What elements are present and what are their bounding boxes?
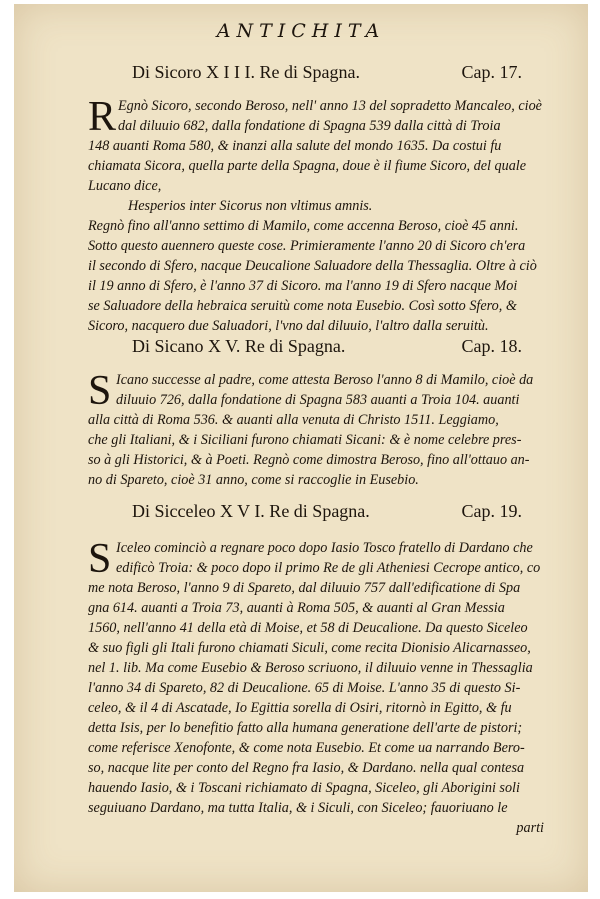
text-line: Regnò fino all'anno settimo di Mamilo, come accenna Beroso, cioè 45 anni. (88, 218, 519, 234)
drop-cap: S (88, 536, 112, 582)
text-line: 1560, nell'anno 41 della età di Moise, et 58 di Deucalione. Da questo Siceleo (88, 620, 528, 636)
drop-cap: S (88, 368, 112, 414)
text-line: Icano successe al padre, come attesta Beroso l'anno 8 di Mamilo, cioè da (116, 372, 534, 388)
text-line: il secondo di Sfero, nacque Deucalione Saluadore della Thessaglia. Oltre à ciò (88, 258, 537, 274)
chapter-heading (132, 62, 522, 83)
text-line: il 19 anno di Sfero, è l'anno 37 di Sicoro. ma l'anno 19 di Sfero nacque Moi (88, 278, 518, 294)
text-line: Sotto questo auennero queste cose. Primieramente l'anno 20 di Sicoro ch'era (88, 238, 526, 254)
text-line: seguiuano Dardano, ma tutta Italia, & i Siculi, con Siceleo; fauoriuano le (88, 800, 508, 816)
text-line: no di Spareto, cioè 31 anno, come si raccoglie in Eusebio. (88, 472, 419, 488)
text-line: Sicoro, nacquero due Saluadori, l'vno dal diluuio, l'altro dalla seruitù. (88, 318, 489, 334)
text-line: Lucano dice, (88, 178, 162, 194)
chapter-number: Cap. 19. (461, 501, 522, 521)
chapter-heading (132, 501, 522, 522)
chapter-title: Di Sicceleo X V I. Re di Spagna. (132, 501, 370, 521)
text-line: nel 1. lib. Ma come Eusebio & Beroso scriuono, il diluuio venne in Thessaglia (88, 660, 533, 676)
section-body (88, 538, 564, 838)
chapter-title: Di Sicoro X I I I. Re di Spagna. (132, 62, 360, 82)
text-line: Iceleo cominciò a regnare poco dopo Iasio Tosco fratello di Dardano che (116, 540, 533, 556)
running-head: ANTICHITA (216, 20, 386, 42)
book-page (14, 4, 588, 892)
chapter-heading (132, 336, 522, 357)
verse-quote: Hesperios inter Sicorus non vltimus amnis. (128, 198, 373, 214)
section-body (88, 96, 564, 336)
chapter-title: Di Sicano X V. Re di Spagna. (132, 336, 346, 356)
chapter-number: Cap. 18. (461, 336, 522, 356)
text-line: diluuio 726, dalla fondatione di Spagna 583 auanti a Troia 104. auanti (116, 392, 520, 408)
text-line: detta Isis, per lo benefitio fatto alla humana generatione dell'arte de pistori; (88, 720, 523, 736)
text-line: me nota Beroso, l'anno 9 di Spareto, dal diluuio 757 dall'edificatione di Spa (88, 580, 521, 596)
text-line: so à gli Historici, & à Poeti. Regnò come dimostra Beroso, fino all'ottauo an- (88, 452, 530, 468)
text-line: alla città di Roma 536. & auanti alla venuta di Christo 1511. Leggiamo, (88, 412, 499, 428)
text-line: 148 auanti Roma 580, & inanzi alla salute del mondo 1635. Da costui fu (88, 138, 502, 154)
text-line: l'anno 34 di Spareto, 82 di Deucalione. 65 di Moise. L'anno 35 di questo Si- (88, 680, 521, 696)
text-line: dal diluuio 682, dalla fondatione di Spagna 539 dalla città di Troia (118, 118, 501, 134)
text-line: come referisce Xenofonte, & come nota Eusebio. Et come ua narrando Bero- (88, 740, 525, 756)
text-line: hauendo Iasio, & i Toscani richiamato di Spagna, Siceleo, gli Aborigini soli (88, 780, 520, 796)
text-line: se Saluadore della hebraica seruitù come nota Eusebio. Così sotto Sfero, & (88, 298, 517, 314)
text-line: edificò Troia: & poco dopo il primo Re de gli Atheniesi Cecrope antico, co (116, 560, 541, 576)
catchword: parti (516, 820, 544, 836)
section-body (88, 370, 564, 490)
text-line: che gli Italiani, & i Siciliani furono chiamati Sicani: & è nome celebre pres- (88, 432, 522, 448)
text-line: celeo, & il 4 di Ascatade, Io Egittia sorella di Osiri, ritornò in Egitto, & fu (88, 700, 512, 716)
text-line: so, nacque lite per conto del Regno fra Iasio, & Dardano. nella qual contesa (88, 760, 525, 776)
text-line: gna 614. auanti a Troia 73, auanti à Roma 505, & auanti al Gran Messia (88, 600, 505, 616)
chapter-number: Cap. 17. (461, 62, 522, 82)
text-line: & suo figli gli Itali furono chiamati Siculi, come recita Dionisio Alicarnasseo, (88, 640, 531, 656)
drop-cap: R (88, 94, 117, 140)
text-line: Egnò Sicoro, secondo Beroso, nell' anno 13 del sopradetto Mancaleo, cioè (118, 98, 542, 114)
text-line: chiamata Sicora, quella parte della Spagna, doue è il fiume Sicoro, del quale (88, 158, 527, 174)
